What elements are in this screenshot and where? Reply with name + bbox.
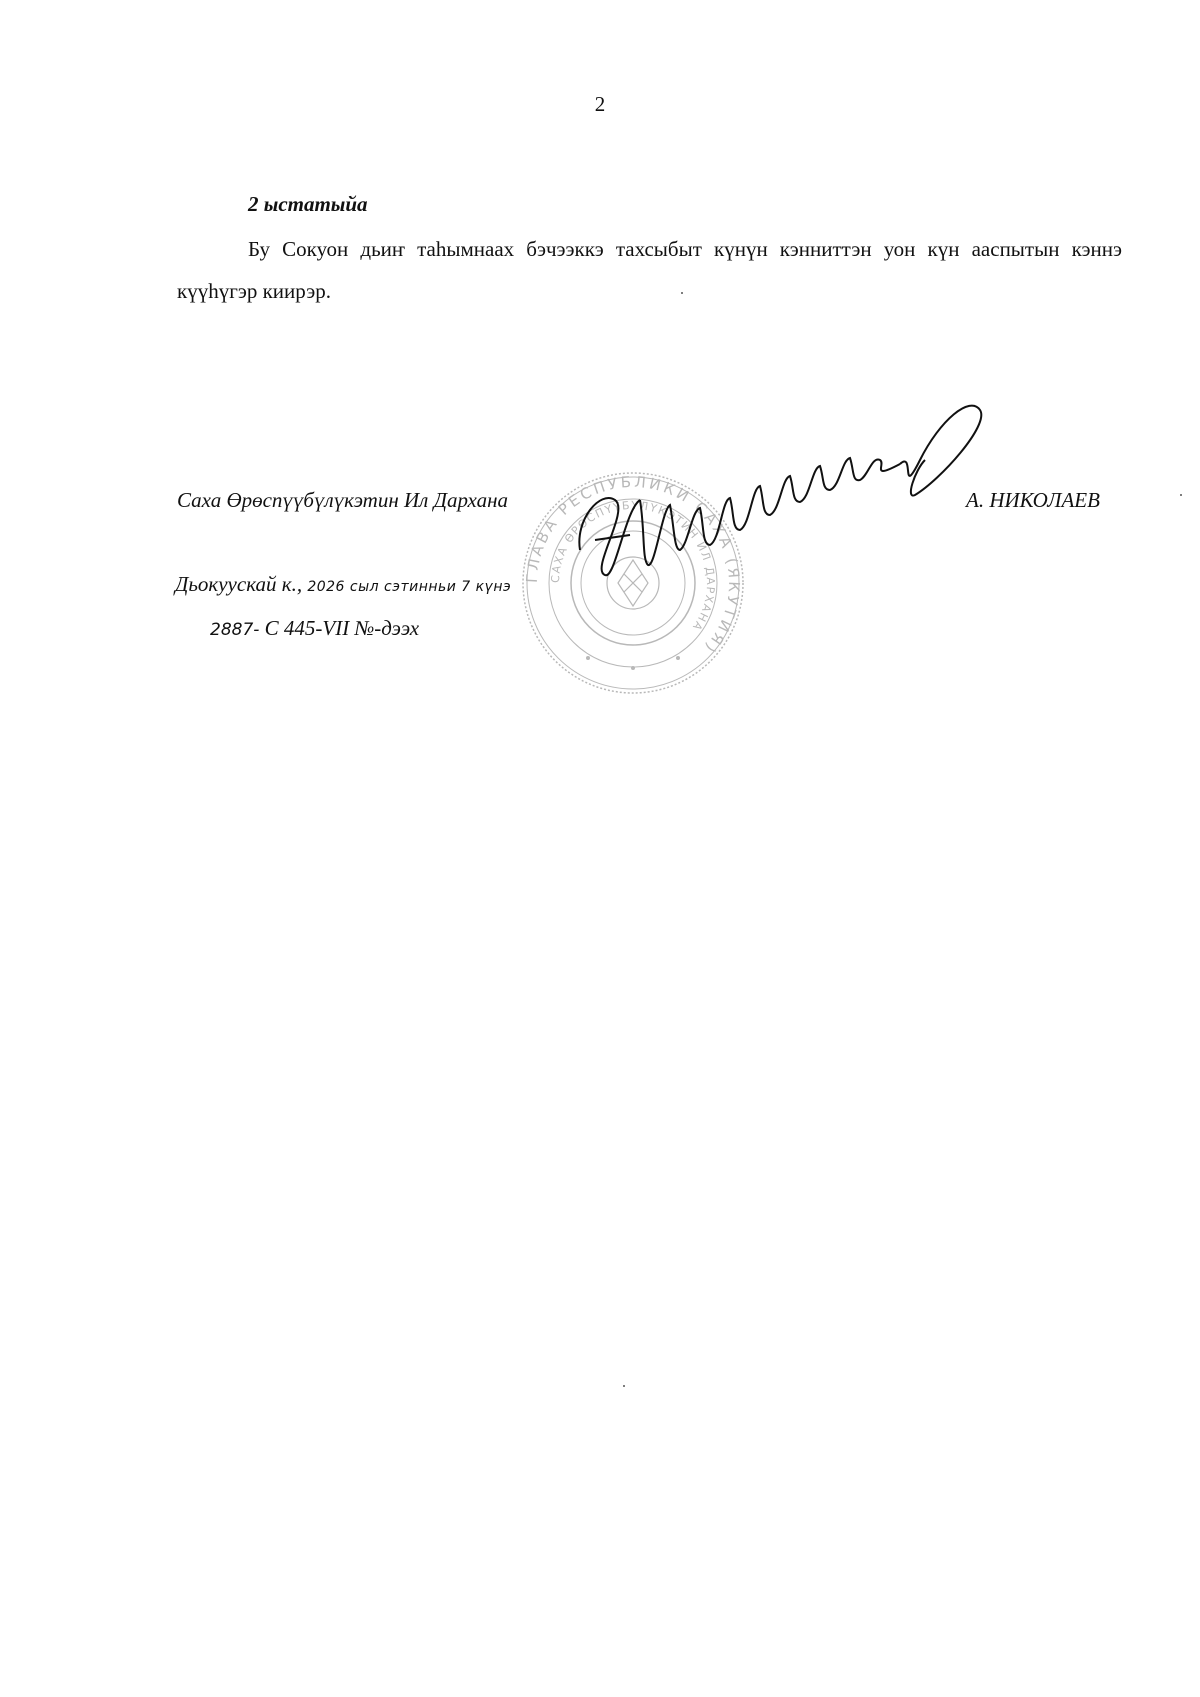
signer-position-title: Саха Өрөспүүбүлүкэтин Ил Дархана bbox=[177, 488, 508, 512]
handwritten-date: 2026 сыл сэтинньи 7 күнэ bbox=[307, 579, 512, 595]
place-date-line bbox=[175, 572, 511, 597]
scan-speck bbox=[1180, 494, 1182, 496]
article-heading: 2 ыстатыйа bbox=[248, 192, 368, 216]
signer-name: А. НИКОЛАЕВ bbox=[966, 488, 1100, 512]
place-label: Дьокуускай к., bbox=[175, 572, 303, 596]
handwritten-signature bbox=[570, 400, 990, 620]
scan-speck bbox=[623, 1385, 625, 1387]
seal-outer-text: ГЛАВА РЕСПУБЛИКИ САХА (ЯКУТИЯ) bbox=[522, 472, 744, 659]
seal-inner-text: САХА ӨРӨСПҮҮБҮЛҮКЭТИН ИЛ ДАРХАНА bbox=[548, 498, 718, 634]
typed-number: С 445-VII №-дээх bbox=[264, 616, 420, 640]
scan-speck bbox=[681, 292, 683, 294]
document-number-line bbox=[210, 616, 419, 641]
handwritten-number: 2887- bbox=[210, 620, 260, 640]
article-body: Бу Сокуон дьиҥ таһымнаах бэчээккэ тахсыбыт күнүн кэнниттэн уон күн ааспытын кэннэ күүһүгэр киирэр. bbox=[177, 237, 1122, 303]
page-number: 2 bbox=[594, 92, 606, 116]
